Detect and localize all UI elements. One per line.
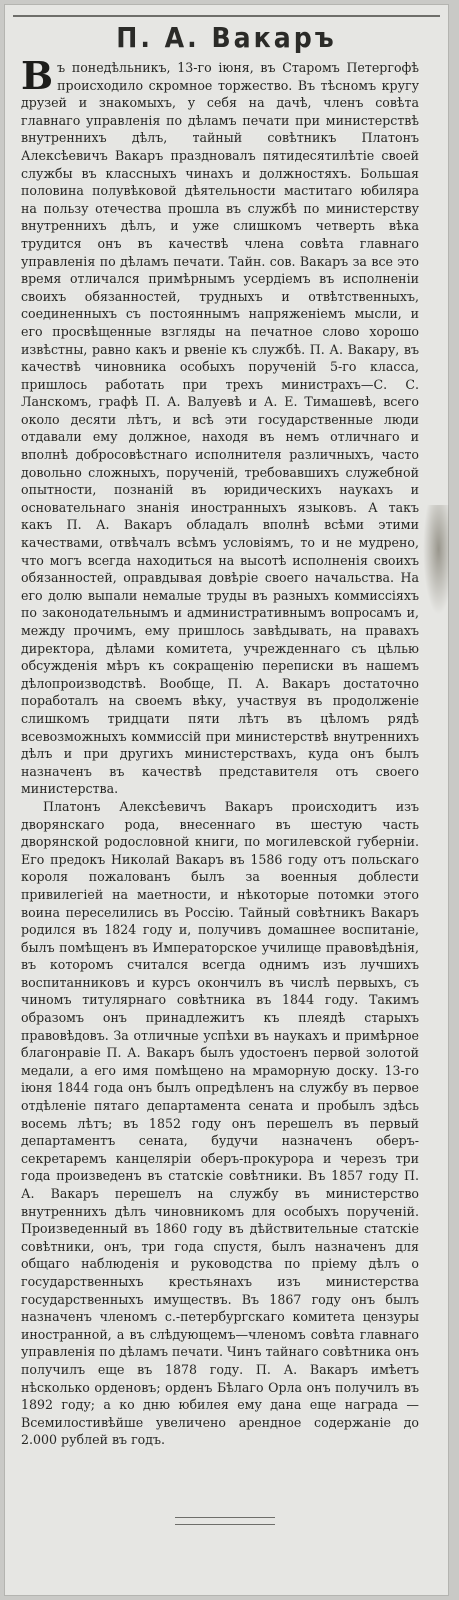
drop-cap: В (21, 53, 54, 98)
article-title: П. А. Вакаръ (116, 21, 337, 54)
article-paragraph-2: Платонъ Алексѣевичъ Вакаръ происходитъ изъ дворянскаго рода, внесеннаго въ шестую часть дворянской родословной книги, по могилевской губерніи. Его предокъ Николай Вакаръ въ 1586 году отъ польскаго короля пожалованъ былъ за военныя доблести привилегіей на маетности, и нѣкоторые потомки этого воина переселились въ Россію. Тайный совѣтникъ Вакаръ родился въ 1824 году и, получивъ домашнее воспитаніе, былъ помѣщенъ въ Императорское училище правовѣдѣнія, въ которомъ считался всегда однимъ изъ лучшихъ воспитанниковъ и курсъ окончилъ въ числѣ первыхъ, съ чиномъ титулярнаго совѣтника въ 1844 году. Такимъ образомъ онъ принадлежитъ къ плеядѣ старыхъ правовѣдовъ. За отличные успѣхи въ наукахъ и примѣрное благонравіе П. А. Вакаръ былъ удостоенъ первой золотой медали, а его имя помѣщено на мраморную доску. 13-го іюня 1844 года онъ былъ опредѣленъ на службу въ первое отдѣленіе пятаго департамента сената и пробылъ здѣсь восемь лѣтъ; въ 1852 году онъ перешелъ въ первый департаментъ сената, будучи назначенъ оберъ-секретаремъ канцеляріи оберъ-прокурора и черезъ три года произведенъ въ статскіе совѣтники. Въ 1857 году П. А. Вакаръ перешелъ на службу въ министерство внутреннихъ дѣлъ чиновникомъ для особыхъ порученій. Произведенный въ 1860 году въ дѣйствительные статскіе совѣтники, онъ, три года спустя, былъ назначенъ для общаго наблюденія и руководства по пріему дѣлъ о государственныхъ крестьянахъ изъ министерства государственныхъ имуществъ. Въ 1867 году онъ былъ назначенъ членомъ с.-петербургскаго комитета цензуры иностранной, а въ слѣдующемъ—членомъ совѣта главнаго управленія по дѣламъ печати. Чинъ тайнаго совѣтника онъ получилъ еще въ 1878 году. П. А. Вакаръ имѣетъ нѣсколько орденовъ; орденъ Бѣлаго Орла онъ получилъ въ 1892 году; а ко дню юбилея ему дана еще награда — Всемилостивѣйше увеличено арендное содержаніе до 2.000 рублей въ годъ. (21, 798, 419, 1448)
article-body (21, 53, 419, 1449)
newspaper-page (4, 4, 449, 1596)
bottom-rule (175, 1517, 275, 1525)
top-rule (13, 15, 440, 17)
paper-stain (423, 505, 449, 615)
paragraph-1-text: ъ понедѣльникъ, 13-го іюня, въ Старомъ Петергофѣ происходило скромное торжество. Въ тѣсномъ кругу друзей и знакомыхъ, у себя на дачѣ, членъ совѣта главнаго управленія по дѣламъ печати при министерствѣ внутреннихъ дѣлъ, тайный совѣтникъ Платонъ Алексѣевичъ Вакаръ праздновалъ пятидесятилѣтіе своей службы въ классныхъ чинахъ и должностяхъ. Большая половина полувѣковой дѣятельности маститаго юбиляра на пользу отечества прошла въ службѣ по министерству внутреннихъ дѣлъ, и уже слишкомъ четверть вѣка трудится онъ въ качествѣ члена совѣта главнаго управленія по дѣламъ печати. Тайн. сов. Вакаръ за все это время отличался примѣрнымъ усердіемъ въ исполненіи своихъ обязанностей, трудныхъ и отвѣтственныхъ, соединенныхъ съ постояннымъ напряженіемъ мысли, и его просвѣщенные взгляды на печатное слово хорошо извѣстны, равно какъ и рвеніе къ службѣ. П. А. Вакару, въ качествѣ чиновника особыхъ порученій 5-го класса, пришлось работать при трехъ министрахъ—С. С. Ланскомъ, графѣ П. А. Валуевѣ и А. Е. Тимашевѣ, всего около десяти лѣтъ, и всѣ эти государственные люди отдавали ему должное, находя въ немъ отличнаго и вполнѣ добросовѣстнаго исполнителя различныхъ, часто довольно сложныхъ, порученій, требовавшихъ служебной опытности, познаній въ юридическихъ наукахъ и основательнаго знанія иностранныхъ языковъ. А такъ какъ П. А. Вакаръ обладалъ вполнѣ всѣми этими качествами, отвѣчалъ всѣмъ условіямъ, то и не мудрено, что могъ всегда находиться на высотѣ исполненія своихъ обязанностей, оправдывая довѣріе своего начальства. На его долю выпали немалые труды въ разныхъ коммиссіяхъ по законодательнымъ и административнымъ вопросамъ и, между прочимъ, ему пришлось завѣдывать, на правахъ директора, дѣлами комитета, учрежденнаго съ цѣлью обсужденія мѣръ къ сокращенію переписки въ нашемъ дѣлопроизводствѣ. Вообще, П. А. Вакаръ достаточно поработалъ на своемъ вѣку, участвуя въ продолженіе слишкомъ тридцати пяти лѣтъ въ цѣломъ рядѣ всевозможныхъ коммиссій при министерствѣ внутреннихъ дѣлъ и при другихъ министерствахъ, куда онъ былъ назначенъ въ качествѣ представителя отъ своего министерства. (21, 60, 419, 797)
article-paragraph-1 (21, 53, 419, 798)
